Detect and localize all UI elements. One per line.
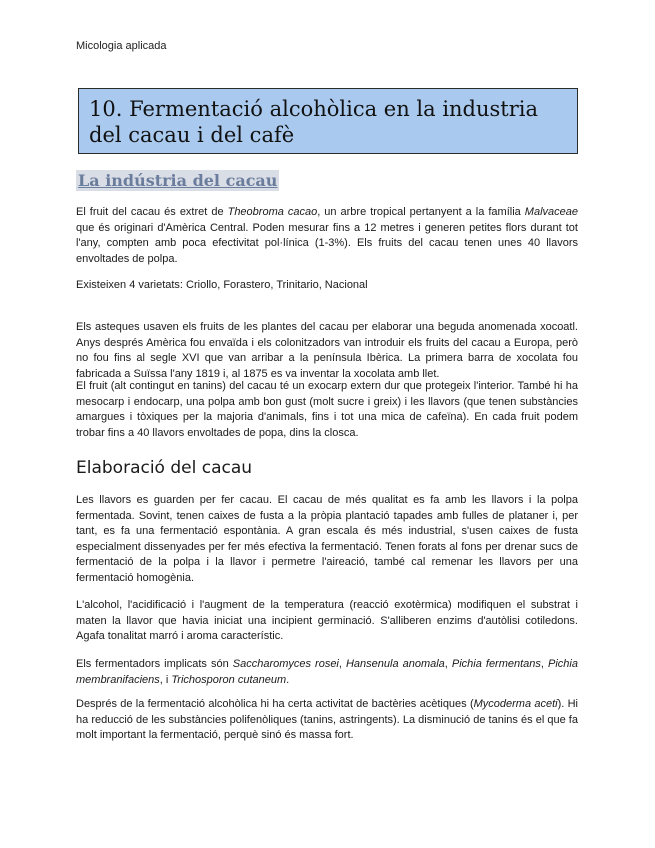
species-name: Trichosporon cutaneum [171, 673, 287, 686]
paragraph-varieties: Existeixen 4 varietats: Criollo, Forastero, Trinitario, Nacional [76, 279, 368, 291]
text-run: ). Hi ha reducció de les substàncies polifenòliques (tanins, astringents). La disminució de tanins és el que fa molt important la fermentació, perquè sinó és massa fort. [76, 698, 578, 742]
species-name: Pichia membranifaciens [76, 658, 578, 686]
text-run: , un arbre tropical pertanyent a la família [317, 206, 525, 218]
text-run: Després de la fermentació alcohòlica hi ha certa activitat de bactèries acètiques ( [76, 698, 474, 710]
section-heading-cacau-processing: Elaboració del cacau [76, 458, 253, 478]
text-run: El fruit del cacau és extret de [76, 206, 228, 218]
chapter-title-box [78, 88, 578, 154]
paragraph-fruit-structure: El fruit (alt contingut en tanins) del cacau té un exocarp extern dur que protegeix l'interior. També hi ha mesocarp i endocarp, una polpa amb bon gust (molt sucre i greix) i les llavors (que tenen substàncies amargues i tòxiques per la majoria d'animals, fins i tot una mica de cafeïna). En cada fruit podem trobar fins a 40 llavors envoltades de popa, dins la closca. [76, 380, 578, 439]
text-run: que és originari d'Amèrica Central. Poden mesurar fins a 12 metres i generen petites flors durant tot l'any, compten amb poca efectivitat pol·línica (1-3%). Els fruits del cacau tenen unes 40 llavors envoltades de polpa. [76, 221, 578, 265]
separator: , [338, 658, 346, 670]
separator: , [540, 658, 549, 670]
paragraph-fermenters [76, 657, 578, 688]
separator: . [286, 673, 290, 686]
species-name: Saccharomyces rosei [232, 658, 339, 670]
scientific-name: Mycoderma aceti [473, 698, 558, 710]
paragraph-cacau-origin [76, 205, 578, 267]
paragraph-history: Els asteques usaven els fruits de les plantes del cacau per elaborar una beguda anomenada xocoatl. Anys després Amèrica fou envaïda i els colonitzadors van introduir els fruits del cacau a Europa, però no fou fins al segle XVI que van arribar a la península Ibèrica. La primera barra de xocolata fou fabricada a Suïssa l'any 1819 i, al 1875 es va inventar la xocolata amb llet. [76, 321, 578, 380]
section-heading-cacau-industry: La indústria del cacau [78, 171, 278, 190]
paragraph-fermentation-process: Les llavors es guarden per fer cacau. El cacau de més qualitat es fa amb les llavors i la polpa fermentada. Sovint, tenen caixes de fusta a la pròpia plantació tapades amb fulles de plataner i, per tant, es fa una fermentació espontània. A gran escala és més industrial, s'usen caixes de fusta especialment dissenyades per fer més efectiva la fermentació. Tenen forats al fons per drenar sucs de fermentació de la polpa i la llavor i permetre l'aireació, també cal remenar les llavors per una fermentació homogènia. [76, 494, 578, 584]
species-name: Hansenula anomala [345, 658, 445, 670]
paragraph-alcohol-effects: L'alcohol, l'acidificació i l'augment de la temperatura (reacció exotèrmica) modifiquen el substrat i maten la llavor que havia iniciat una incipient germinació. S'alliberen enzims d'autòlisi cotiledons. Agafa tonalitat marró i aroma característic. [76, 599, 578, 643]
separator: , i [159, 673, 172, 686]
chapter-title-line-2: del cacau i del cafè [89, 123, 295, 147]
running-header: Micologia aplicada [76, 40, 167, 52]
separator: , [444, 658, 452, 670]
species-name: Pichia fermentans [451, 658, 541, 670]
scientific-name: Malvaceae [524, 206, 578, 218]
paragraph-acetic-bacteria [76, 697, 578, 744]
scientific-name: Theobroma cacao [227, 206, 318, 218]
text-run: Els fermentadors implicats són [76, 658, 233, 670]
chapter-title-line-1: 10. Fermentació alcohòlica en la industria [89, 97, 539, 121]
